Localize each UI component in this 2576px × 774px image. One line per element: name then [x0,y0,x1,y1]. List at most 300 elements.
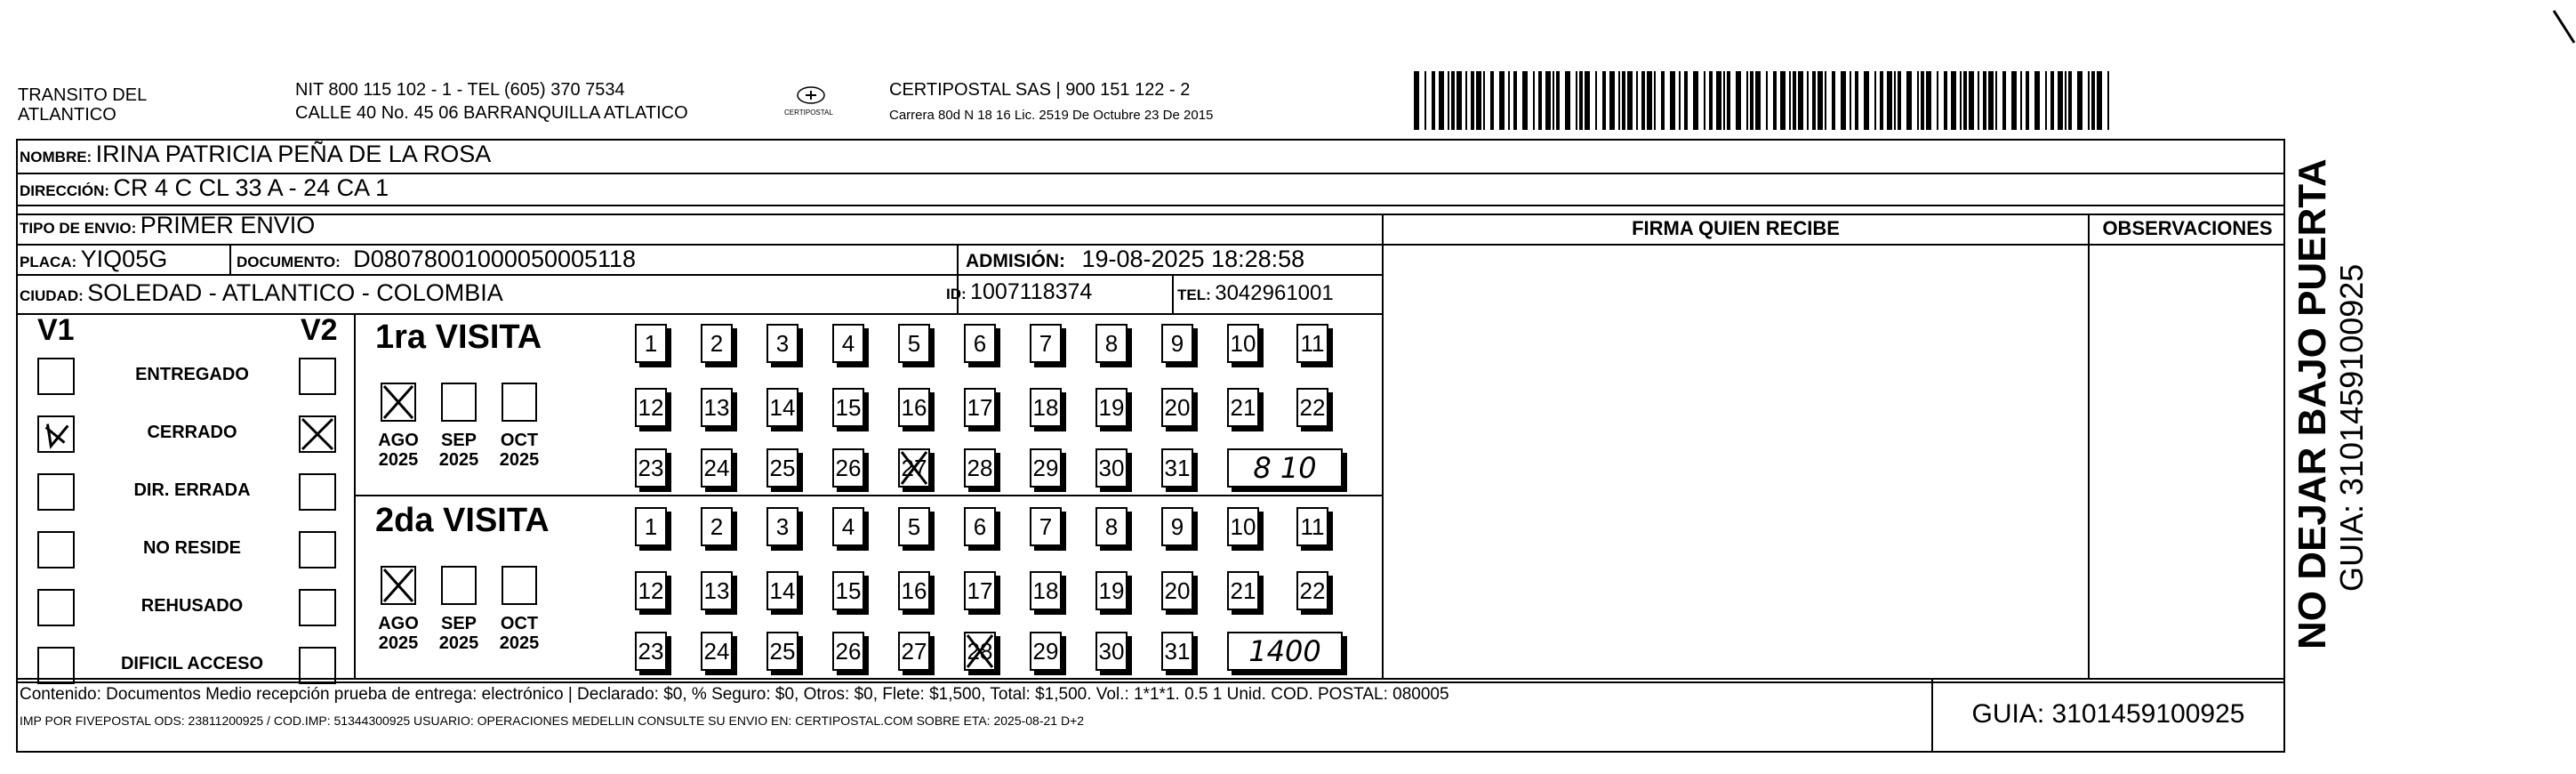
day-checkbox[interactable] [701,448,733,488]
day-checkbox[interactable] [832,571,864,610]
nombre-value: IRINA PATRICIA PEÑA DE LA ROSA [95,141,492,167]
day-checkbox[interactable] [635,571,667,610]
day-checkbox[interactable] [1030,448,1062,488]
month-checkbox[interactable] [441,383,477,422]
day-checkbox[interactable] [635,388,667,427]
day-number: 14 [769,577,796,604]
day-checkbox[interactable] [1227,388,1259,427]
day-checkbox[interactable] [832,448,864,488]
day-number: 6 [973,513,987,540]
month-label [493,614,546,653]
visit-title: 1ra VISITA [375,318,542,356]
v1-status-checkbox[interactable] [37,531,75,568]
day-number: 19 [1098,394,1125,421]
barcode-bar [1585,71,1590,130]
day-number: 2 [710,330,724,357]
barcode-bar [1641,71,1645,130]
hand-mark-icon [966,633,994,669]
day-number: 31 [1164,638,1191,665]
day-checkbox[interactable] [832,324,864,363]
day-checkbox[interactable] [898,448,930,488]
footer-content-line: Contenido: Documentos Medio recepción prueba de entrega: electrónico | Declarado: $0, % Seguro: $0, Otros: $0, Flete: $1,500, Total: $1,500. Vol.: 1*1*1. 0.5 1 Unid. COD. POSTAL: 080005 [20,685,1449,704]
visit-time-box[interactable]: 1400 [1227,632,1343,671]
tipo-envio-field [20,212,315,239]
day-checkbox[interactable] [1030,632,1062,671]
nombre-field [20,141,491,168]
day-checkbox[interactable] [766,507,798,546]
day-number: 21 [1230,577,1256,604]
certipostal-logo-icon [796,85,826,105]
day-number: 6 [973,330,987,357]
barcode-bar [1432,71,1435,130]
barcode-bar [1864,71,1869,130]
barcode-bar [2002,71,2006,130]
barcode-bar [1937,71,1938,130]
day-number: 4 [841,513,855,540]
status-label: DIR. ERRADA [133,480,251,500]
barcode-bar [2034,71,2040,130]
day-number: 4 [841,330,855,357]
barcode-bar [2045,71,2047,130]
day-checkbox[interactable] [701,507,733,546]
day-checkbox[interactable] [1030,571,1062,610]
barcode-bar [1926,71,1931,130]
day-checkbox[interactable] [1161,571,1193,610]
admision-field [966,246,1304,273]
nit-line: NIT 800 115 102 - 1 - TEL (605) 370 7534 [295,80,625,100]
day-checkbox[interactable] [1161,632,1193,671]
day-number: 10 [1230,330,1256,357]
barcode-bar [1439,71,1444,130]
day-number: 20 [1164,394,1191,421]
day-checkbox[interactable] [1095,448,1128,488]
month-name: SEP [440,431,477,450]
day-checkbox[interactable] [766,388,798,427]
direccion-label: DIRECCIÓN: [20,182,110,199]
barcode-bar [1618,71,1620,130]
day-checkbox[interactable] [898,388,930,427]
barcode-bar [1951,71,1956,130]
day-number: 16 [901,394,927,421]
observaciones-column-header: OBSERVACIONES [2102,217,2273,239]
day-checkbox[interactable] [964,632,996,671]
v2-status-checkbox[interactable] [299,358,336,395]
barcode-bar [1627,71,1633,130]
day-checkbox[interactable] [964,388,996,427]
day-number: 16 [901,577,927,604]
day-checkbox[interactable] [832,632,864,671]
barcode-bar [2020,71,2022,130]
barcode-bar [1424,71,1426,130]
month-name: OCT [500,431,539,450]
barcode-bar [1716,71,1721,130]
logo-caption: CERTIPOSTAL [784,109,833,117]
day-number: 15 [835,577,862,604]
day-checkbox[interactable] [898,507,930,546]
day-number: 9 [1170,330,1184,357]
barcode-bar [1898,71,1901,130]
barcode-bar [1818,71,1823,130]
barcode-bar [1746,71,1748,130]
barcode-bar [1978,71,1979,130]
barcode-bar [1448,71,1449,130]
day-checkbox[interactable] [766,571,798,610]
day-number: 30 [1098,455,1125,481]
day-number: 30 [1098,638,1125,665]
barcode-bar [1661,71,1665,130]
barcode-bar [1750,71,1753,130]
month-year: 2025 [378,633,419,653]
courier-address: Carrera 80d N 18 16 Lic. 2519 De Octubre 23 De 2015 [889,108,1214,123]
status-label: ENTREGADO [135,365,249,384]
courier-name: CERTIPOSTAL SAS | 900 151 122 - 2 [889,80,1191,100]
placa-field [20,246,167,273]
day-number: 9 [1170,513,1184,540]
barcode-bar [1704,71,1705,130]
placa-label: PLACA: [20,254,77,270]
day-checkbox[interactable] [964,507,996,546]
month-name: AGO [378,614,419,633]
month-name: AGO [378,431,419,450]
day-checkbox[interactable] [1161,448,1193,488]
day-number: 1 [644,513,658,540]
placa-value: YIQ05G [80,246,168,272]
v2-status-checkbox[interactable] [299,473,336,511]
barcode-bar [1622,71,1625,130]
day-checkbox[interactable] [964,448,996,488]
barcode-bar [1793,71,1796,130]
month-label [493,431,546,470]
barcode-bar [1841,71,1846,130]
day-number: 13 [703,577,730,604]
scan-mark-icon [2552,9,2576,44]
day-number: 17 [967,394,993,421]
barcode-bar [1556,71,1560,130]
barcode-bar [1471,71,1474,130]
day-checkbox[interactable] [635,448,667,488]
status-label: DIFICIL ACCESO [120,654,263,673]
signature-area [1384,246,2088,678]
barcode-bar [2068,71,2072,130]
status-label: CERRADO [147,423,237,442]
barcode-bar [1490,71,1494,130]
day-checkbox[interactable] [1030,388,1062,427]
footer-impression-line: IMP POR FIVEPOSTAL ODS: 23811200925 / COD.IMP: 51344300925 USUARIO: OPERACIONES MEDELLIN CONSULTE SU ENVIO EN: CERTIPOSTAL.COM SOBRE ETA: 2025-08-21 D+2 [20,714,1085,728]
day-number: 23 [638,455,664,481]
barcode-bar [1709,71,1713,130]
day-checkbox[interactable] [1095,388,1128,427]
barcode-bar [1963,71,1967,130]
address-line: CALLE 40 No. 45 06 BARRANQUILLA ATLATICO [295,103,688,123]
month-year: 2025 [438,450,479,470]
day-checkbox[interactable] [1227,507,1259,546]
visit-title: 2da VISITA [375,502,550,539]
barcode-bar [1766,71,1768,130]
day-number: 19 [1098,577,1125,604]
barcode-bar [1874,71,1876,130]
day-checkbox[interactable] [1296,507,1328,546]
direccion-field [20,174,389,202]
day-number: 7 [1039,513,1053,540]
status-label: NO RESIDE [142,538,242,558]
day-checkbox[interactable] [766,324,798,363]
day-checkbox[interactable] [1227,571,1259,610]
v2-header: V2 [301,313,338,347]
day-checkbox[interactable] [701,632,733,671]
barcode-bar [2091,71,2095,130]
day-number: 1 [644,330,658,357]
tel-label: TEL: [1177,286,1211,303]
no-dejar-bajo-puerta: NO DEJAR BAJO PUERTA [2291,158,2334,649]
documento-field [237,246,636,273]
barcode-bar [2065,71,2066,130]
day-number: 24 [703,638,730,665]
barcode-bar [1595,71,1597,130]
day-number: 22 [1299,577,1326,604]
barcode-bar [1773,71,1777,130]
barcode-bar [1894,71,1896,130]
status-label: REHUSADO [140,596,244,616]
day-number: 26 [835,455,862,481]
month-label [432,431,486,470]
v2-status-checkbox[interactable] [299,589,336,626]
x-mark-icon [382,384,414,420]
day-number: 21 [1230,394,1256,421]
direccion-value: CR 4 C CL 33 A - 24 CA 1 [113,174,389,201]
month-year: 2025 [438,633,479,653]
day-number: 11 [1300,330,1325,357]
day-checkbox[interactable] [766,632,798,671]
barcode-bar [1451,71,1455,130]
month-year: 2025 [499,450,540,470]
barcode-bar [1917,71,1919,130]
barcode-bar [1832,71,1835,130]
barcode-bar [2050,71,2054,130]
day-checkbox[interactable] [1095,507,1128,546]
barcode-bar [1944,71,1947,130]
barcode-bar [2077,71,2082,130]
barcode-bar [1807,71,1809,130]
barcode-bar [1988,71,1994,130]
month-checkbox[interactable] [381,383,416,422]
day-checkbox[interactable] [898,324,930,363]
barcode-bar [1812,71,1816,130]
barcode-bar [1880,71,1883,130]
day-number: 27 [901,638,927,665]
ciudad-field [20,279,503,307]
barcode-bar [1538,71,1542,130]
month-checkbox[interactable] [502,383,537,422]
x-mark-icon [382,568,414,603]
barcode-bar [1825,71,1826,130]
day-checkbox[interactable] [898,632,930,671]
day-checkbox[interactable] [1095,324,1128,363]
day-checkbox[interactable] [701,571,733,610]
org-name-line1: TRANSITO DEL [18,85,148,105]
barcode-bar [1465,71,1467,130]
day-checkbox[interactable] [635,632,667,671]
barcode-bar [1565,71,1570,130]
day-number: 8 [1104,330,1119,357]
day-number: 5 [907,330,921,357]
barcode-bar [1533,71,1535,130]
barcode-bar [2026,71,2029,130]
day-checkbox[interactable] [701,324,733,363]
day-checkbox[interactable] [1296,571,1328,610]
day-number: 11 [1300,513,1325,540]
barcode-bar [1457,71,1462,130]
nombre-label: NOMBRE: [20,149,92,165]
day-checkbox[interactable] [1296,324,1328,363]
barcode-bar [1476,71,1481,130]
barcode-bar [1727,71,1730,130]
barcode-bar [1670,71,1675,130]
barcode-bar [1553,71,1554,130]
day-number: 17 [967,577,993,604]
hand-mark-icon [39,417,73,451]
side-guia: GUIA: 3101459100925 [2333,263,2370,592]
day-checkbox[interactable] [964,571,996,610]
day-checkbox[interactable] [1296,388,1328,427]
v1-status-checkbox[interactable] [37,415,75,453]
day-checkbox[interactable] [1030,324,1062,363]
barcode-bar [1522,71,1528,130]
v1-header: V1 [37,313,75,347]
barcode-bar [1609,71,1615,130]
day-checkbox[interactable] [1095,571,1128,610]
month-checkbox[interactable] [381,566,416,605]
day-number: 15 [835,394,862,421]
day-checkbox[interactable] [701,388,733,427]
barcode-bar [1602,71,1606,130]
tel-field [1177,281,1334,306]
visit-time-box[interactable]: 8 10 [1227,448,1343,488]
barcode-bar [1579,71,1583,130]
barcode-bar [1906,71,1912,130]
barcode-bar [1483,71,1485,130]
day-checkbox[interactable] [1161,388,1193,427]
day-checkbox[interactable] [832,388,864,427]
documento-label: DOCUMENTO: [237,254,341,270]
day-checkbox[interactable] [1161,507,1193,546]
barcode-bar [1969,71,1974,130]
day-number: 29 [1032,455,1059,481]
v2-status-checkbox[interactable] [299,531,336,568]
id-value: 1007118374 [970,279,1093,304]
month-checkbox[interactable] [502,566,537,605]
day-number: 3 [775,513,790,540]
barcode-bar [1508,71,1510,130]
day-checkbox[interactable] [1161,324,1193,363]
v1-status-checkbox[interactable] [37,589,75,626]
barcode-bar [1679,71,1681,130]
day-number: 10 [1230,513,1256,540]
barcode-bar [2097,71,2102,130]
month-checkbox[interactable] [441,566,477,605]
barcode-bar [1921,71,1924,130]
day-number: 14 [769,394,796,421]
day-number: 26 [835,638,862,665]
day-number: 25 [769,638,796,665]
barcode-bar [1647,71,1652,130]
day-number: 12 [638,577,664,604]
barcode-bar [1850,71,1851,130]
day-number: 2 [710,513,724,540]
day-number: 5 [907,513,921,540]
day-number: 29 [1032,638,1059,665]
ciudad-label: CIUDAD: [20,287,84,304]
day-number: 18 [1032,394,1059,421]
v1-status-checkbox[interactable] [37,358,75,395]
day-checkbox[interactable] [635,507,667,546]
day-checkbox[interactable] [1227,324,1259,363]
observations-area [2090,246,2285,678]
barcode-bar [1983,71,1986,130]
barcode-bar [1995,71,1997,130]
firma-column-header: FIRMA QUIEN RECIBE [1632,217,1840,239]
day-checkbox[interactable] [832,507,864,546]
day-number: 20 [1164,577,1191,604]
barcode-bar [1855,71,1858,130]
month-label [372,614,425,653]
admision-value: 19-08-2025 18:28:58 [1081,246,1305,272]
barcode-bar [2011,71,2017,130]
month-label [372,431,425,470]
day-number: 28 [967,638,993,665]
day-number: 28 [967,455,993,481]
barcode-bar [1684,71,1688,130]
barcode-bar [1960,71,1962,130]
day-number: 18 [1032,577,1059,604]
day-checkbox[interactable] [964,324,996,363]
day-number: 7 [1039,330,1053,357]
barcode-bar [1513,71,1517,130]
month-year: 2025 [378,450,419,470]
day-number: 3 [775,330,790,357]
tel-value: 3042961001 [1215,281,1334,305]
day-number: 23 [638,638,664,665]
day-checkbox[interactable] [898,571,930,610]
tipo-envio-value: PRIMER ENVIO [140,212,316,238]
day-number: 31 [1164,455,1191,481]
month-label [432,614,486,653]
day-checkbox[interactable] [766,448,798,488]
day-number: 27 [901,455,927,481]
v2-status-checkbox[interactable] [299,415,336,453]
month-name: SEP [440,614,477,633]
id-label: ID: [946,286,967,302]
documento-value: D08078001000050005118 [353,246,637,272]
barcode-bar [1414,71,1419,130]
tipo-envio-label: TIPO DE ENVIO: [20,220,137,237]
barcode-bar [2088,71,2090,130]
footer-guia: GUIA: 3101459100925 [1971,699,2245,729]
day-checkbox[interactable] [1030,507,1062,546]
day-number: 25 [769,455,796,481]
barcode-bar [1636,71,1638,130]
hand-mark-icon [900,450,928,486]
barcode-bar [2107,71,2109,130]
month-name: OCT [500,614,539,633]
barcode-bar [1755,71,1761,130]
id-field [946,279,1092,305]
barcode-bar [1887,71,1892,130]
barcode-bar [1780,71,1786,130]
month-year: 2025 [499,633,540,653]
day-checkbox[interactable] [1095,632,1128,671]
day-checkbox[interactable] [635,324,667,363]
v1-status-checkbox[interactable] [37,473,75,511]
